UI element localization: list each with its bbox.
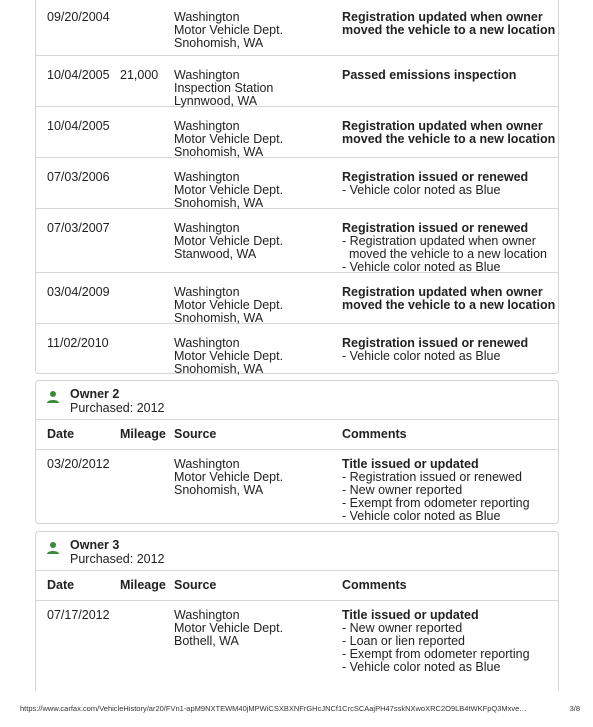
col-comments-header: Comments <box>342 427 407 441</box>
table-row <box>36 158 558 209</box>
owner3-header <box>36 532 558 571</box>
comment-item: - Vehicle color noted as Blue <box>342 660 501 674</box>
source-line: Washington <box>174 68 240 82</box>
source-line: Motor Vehicle Dept. <box>174 132 284 146</box>
comment-item: - New owner reported <box>342 621 463 635</box>
source-line: Washington <box>174 285 240 299</box>
source-line: Washington <box>174 221 240 235</box>
comment-item: - Registration updated when owner <box>342 234 536 248</box>
comment-title: Registration issued or renewed <box>342 336 529 350</box>
comment-item: - Registration issued or renewed <box>342 470 522 484</box>
source-line: Snohomish, WA <box>174 483 264 497</box>
page-number: 3/8 <box>569 704 580 713</box>
comment-item: - Exempt from odometer reporting <box>342 496 530 510</box>
col-date-header: Date <box>47 427 75 441</box>
comment-title: Title issued or updated <box>342 608 479 622</box>
col-date-header: Date <box>47 578 75 592</box>
record-source <box>174 171 283 210</box>
owner2-title: Owner 2 <box>70 387 120 401</box>
comment-title: Registration issued or renewed <box>342 170 529 184</box>
record-date: 07/03/2006 <box>47 170 110 184</box>
record-comments <box>342 171 556 197</box>
source-line: Washington <box>174 608 240 622</box>
col-source-header: Source <box>174 578 217 592</box>
comment-title: moved the vehicle to a new location <box>342 298 556 312</box>
comment-item: - Vehicle color noted as Blue <box>342 509 501 523</box>
col-comments-header: Comments <box>342 578 407 592</box>
comment-item: - Exempt from odometer reporting <box>342 647 530 661</box>
source-line: Washington <box>174 457 240 471</box>
owner3-rows <box>36 601 558 691</box>
comment-item: - New owner reported <box>342 483 463 497</box>
owner2-purchased: Purchased: 2012 <box>70 401 165 415</box>
record-date: 07/03/2007 <box>47 221 110 235</box>
record-date: 07/17/2012 <box>47 608 110 622</box>
comment-item: - Loan or lien reported <box>342 634 465 648</box>
record-comments <box>342 458 556 523</box>
record-date: 10/04/2005 <box>47 119 110 133</box>
table-row <box>36 0 558 56</box>
comment-title: Registration updated when owner <box>342 285 543 299</box>
person-icon <box>46 541 60 555</box>
source-line: Motor Vehicle Dept. <box>174 470 284 484</box>
person-icon <box>46 390 60 404</box>
owner3-history-card <box>35 531 559 691</box>
record-source <box>174 69 273 108</box>
comment-title: Registration updated when owner <box>342 10 543 24</box>
table-row <box>36 601 558 691</box>
source-line: Washington <box>174 170 240 184</box>
table-row <box>36 450 558 524</box>
table-row <box>36 209 558 273</box>
source-line: Motor Vehicle Dept. <box>174 349 284 363</box>
source-line: Snohomish, WA <box>174 196 264 210</box>
record-source <box>174 286 283 325</box>
record-comments <box>342 337 556 363</box>
record-comments <box>342 286 556 312</box>
owner3-title: Owner 3 <box>70 538 120 552</box>
source-line: Snohomish, WA <box>174 362 264 376</box>
source-line: Washington <box>174 10 240 24</box>
record-source <box>174 120 283 159</box>
record-date: 03/20/2012 <box>47 457 110 471</box>
print-footer <box>20 704 580 713</box>
comment-title: Title issued or updated <box>342 457 479 471</box>
table-row <box>36 56 558 107</box>
record-source <box>174 11 283 50</box>
source-line: Motor Vehicle Dept. <box>174 234 284 248</box>
owner3-table-header <box>36 571 558 601</box>
table-row <box>36 107 558 158</box>
owner2-history-card <box>35 380 559 524</box>
table-row <box>36 324 558 374</box>
record-date: 10/04/2005 <box>47 68 110 82</box>
comment-title: moved the vehicle to a new location <box>342 23 556 37</box>
comment-title: Passed emissions inspection <box>342 68 517 82</box>
source-line: Motor Vehicle Dept. <box>174 298 284 312</box>
source-line: Inspection Station <box>174 81 274 95</box>
source-line: Washington <box>174 119 240 133</box>
record-comments <box>342 222 556 274</box>
comment-item: moved the vehicle to a new location <box>342 247 547 261</box>
record-date: 03/04/2009 <box>47 285 110 299</box>
comment-title: Registration updated when owner <box>342 119 543 133</box>
source-line: Snohomish, WA <box>174 311 264 325</box>
owner1-history-card <box>35 0 559 374</box>
owner2-table-header <box>36 420 558 450</box>
record-comments <box>342 69 556 82</box>
owner3-purchased: Purchased: 2012 <box>70 552 165 566</box>
record-mileage: 21,000 <box>120 68 159 82</box>
source-line: Motor Vehicle Dept. <box>174 23 284 37</box>
record-source <box>174 337 283 376</box>
record-comments <box>342 609 556 674</box>
record-date: 11/02/2010 <box>47 336 109 350</box>
record-comments <box>342 11 556 37</box>
source-line: Motor Vehicle Dept. <box>174 183 284 197</box>
record-date: 09/20/2004 <box>47 10 110 24</box>
source-line: Washington <box>174 336 240 350</box>
col-source-header: Source <box>174 427 217 441</box>
record-source <box>174 458 283 497</box>
comment-title: moved the vehicle to a new location <box>342 132 556 146</box>
owner2-rows <box>36 450 558 524</box>
owner2-header <box>36 381 558 420</box>
footer-url: https://www.carfax.com/VehicleHistory/ar20/FVn1-apM9NXTEWM40jMPWiCSXBXNFrGHcJNCf1CrcSCAajPH47sskNXwoXRC2O9LB4tWKFpQ3Mxve… <box>20 704 527 713</box>
source-line: Snohomish, WA <box>174 36 264 50</box>
comment-item: - Vehicle color noted as Blue <box>342 349 501 363</box>
table-row <box>36 273 558 324</box>
source-line: Motor Vehicle Dept. <box>174 621 284 635</box>
source-line: Stanwood, WA <box>174 247 257 261</box>
record-source <box>174 222 283 261</box>
comment-item: - Vehicle color noted as Blue <box>342 183 501 197</box>
comment-title: Registration issued or renewed <box>342 221 529 235</box>
record-comments <box>342 120 556 146</box>
source-line: Snohomish, WA <box>174 145 264 159</box>
col-mileage-header: Mileage <box>120 427 166 441</box>
comment-item: - Vehicle color noted as Blue <box>342 260 501 274</box>
record-source <box>174 609 283 648</box>
source-line: Lynnwood, WA <box>174 94 258 108</box>
col-mileage-header: Mileage <box>120 578 166 592</box>
source-line: Bothell, WA <box>174 634 239 648</box>
